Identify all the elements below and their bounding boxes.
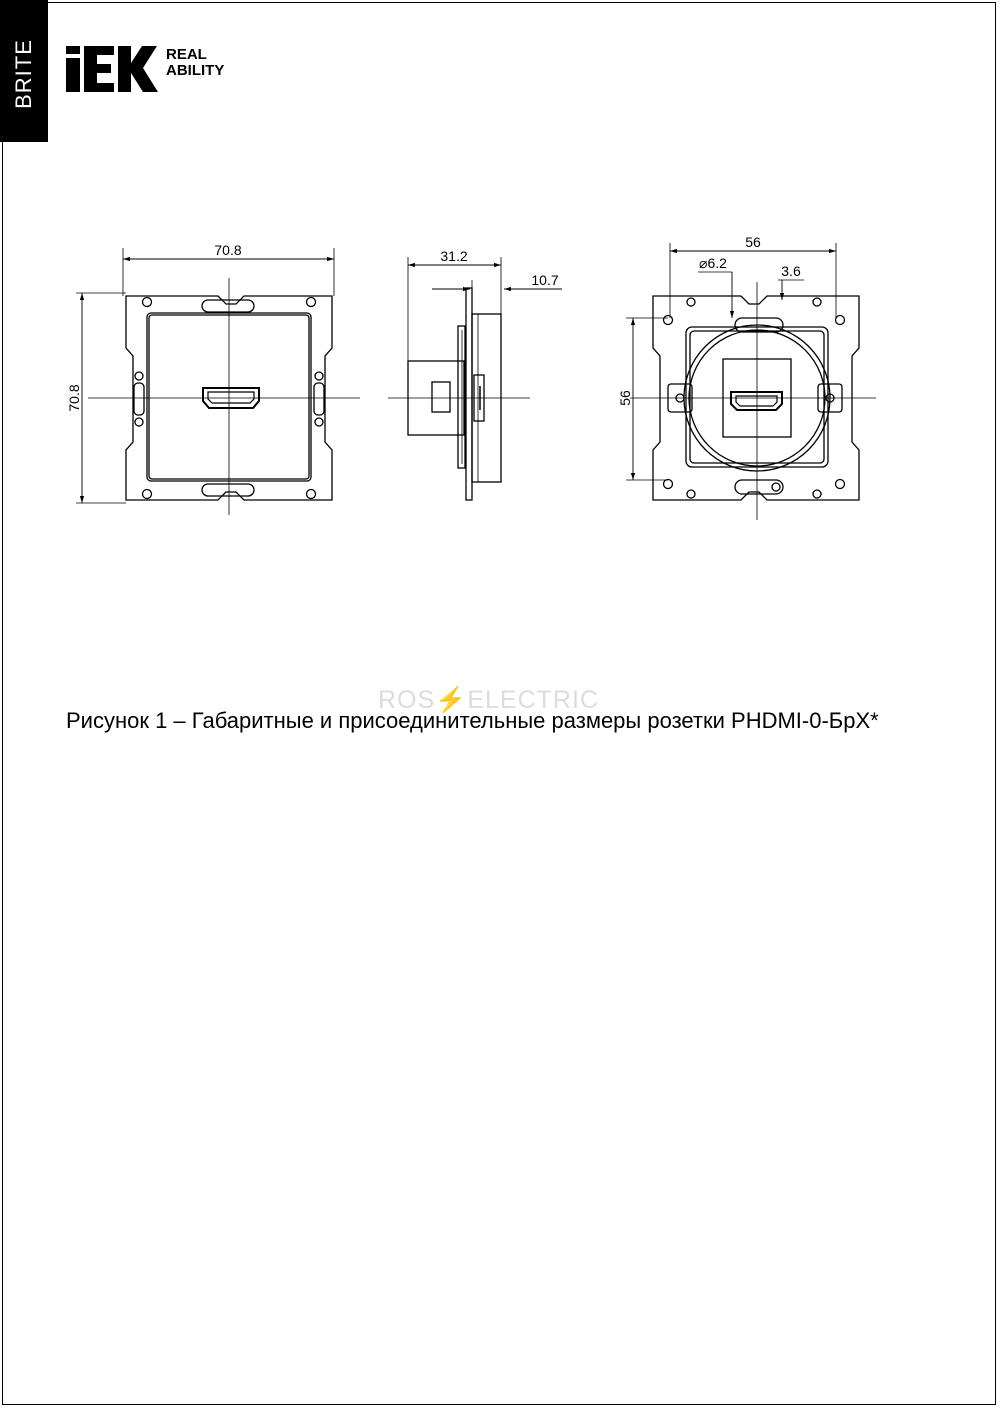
tagline-line-1: REAL xyxy=(166,46,207,63)
front-width-dimension: 70.8 xyxy=(214,242,242,258)
side-depth-dimension: 31.2 xyxy=(440,248,468,264)
tagline-line-2: ABILITY xyxy=(166,62,225,79)
bolt-icon: ⚡ xyxy=(435,686,468,714)
watermark-right: ELECTRIC xyxy=(467,686,599,714)
back-gap-dimension: 3.6 xyxy=(781,263,801,279)
back-hole-dimension: ⌀6.2 xyxy=(699,255,727,271)
back-width-dimension: 56 xyxy=(745,234,761,250)
back-height-dimension: 56 xyxy=(617,390,633,406)
side-mount-dimension: 10.7 xyxy=(531,272,559,288)
back-view xyxy=(626,243,876,520)
side-view xyxy=(388,257,562,500)
watermark-left: ROS xyxy=(378,686,436,714)
figure-caption: Рисунок 1 – Габаритные и присоединительные размеры розетки PHDMI-0-БрХ* xyxy=(66,708,879,733)
front-view xyxy=(76,248,360,515)
series-label: BRITE xyxy=(11,39,36,109)
front-height-dimension: 70.8 xyxy=(66,384,82,412)
